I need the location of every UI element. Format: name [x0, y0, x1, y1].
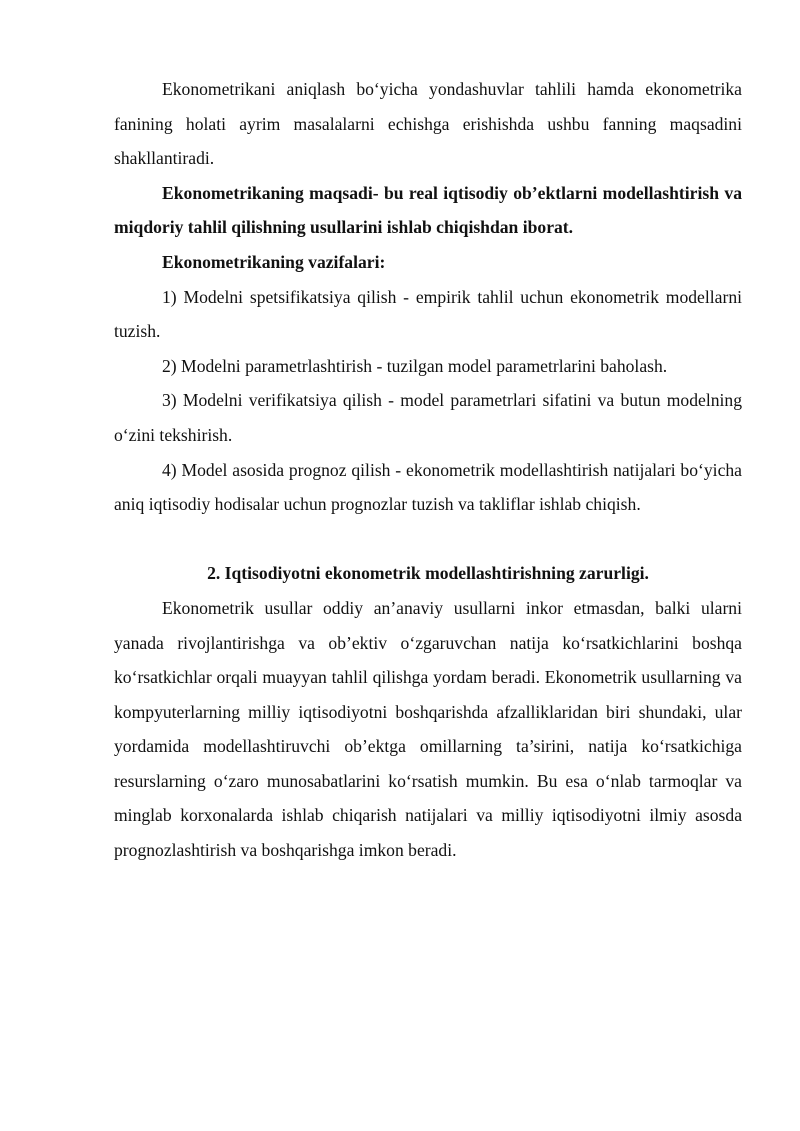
task-item-4: 4) Model asosida prognoz qilish - ekonometrik modellashtirish natijalari bo‘yicha aniq iqtisodiy hodisalar uchun prognozlar tuzish va takliflar ishlab chiqish. — [114, 459, 742, 515]
blank-line — [114, 522, 742, 557]
document-page — [114, 72, 742, 868]
task-item-2: 2) Modelni parametrlashtirish - tuzilgan model parametrlarini baholash. — [162, 355, 668, 376]
section-title: 2. Iqtisodiyotni ekonometrik modellashtirishning zarurligi. — [207, 563, 649, 584]
section-body-paragraph: Ekonometrik usullar oddiy an’anaviy usullarni inkor etmasdan, balki ularni yanada rivojlantirishga va ob’ektiv o‘zgaruvchan natija ko‘rsatkichlarini boshqa ko‘rsatkichlar orqali muayyan tahlil qilishga yordam beradi. Ekonometrik usullarning va kompyuterlarning milliy iqtisodiyotni boshqarishda afzalliklaridan biri shundaki, ular yordamida modellashtiruvchi ob’ektga omillarning ta’sirini, natija ko‘rsatkichiga resurslarning o‘zaro munosabatlarini ko‘rsatish mumkin. Bu esa o‘nlab tarmoqlar va minglab korxonalarda ishlab chiqarish natijalari va milliy iqtisodiyotni ilmiy asosda prognozlashtirish va boshqarishga imkon beradi. — [114, 597, 742, 861]
task-item-1: 1) Modelni spetsifikatsiya qilish - empirik tahlil uchun ekonometrik modellarni tuzish. — [114, 286, 742, 342]
tasks-heading: Ekonometrikaning vazifalari: — [162, 251, 386, 272]
intro-paragraph: Ekonometrikani aniqlash bo‘yicha yondashuvlar tahlili hamda ekonometrika fanining holati ayrim masalalarni echishga erishishda ushbu fanning maqsadini shakllantiradi. — [114, 79, 742, 169]
goal-paragraph: Ekonometrikaning maqsadi- bu real iqtisodiy ob’ektlarni modellashtirish va miqdoriy tahlil qilishning usullarini ishlab chiqishdan iborat. — [114, 182, 742, 238]
task-item-3: 3) Modelni verifikatsiya qilish - model parametrlari sifatini va butun modelning o‘zini tekshirish. — [114, 390, 742, 445]
